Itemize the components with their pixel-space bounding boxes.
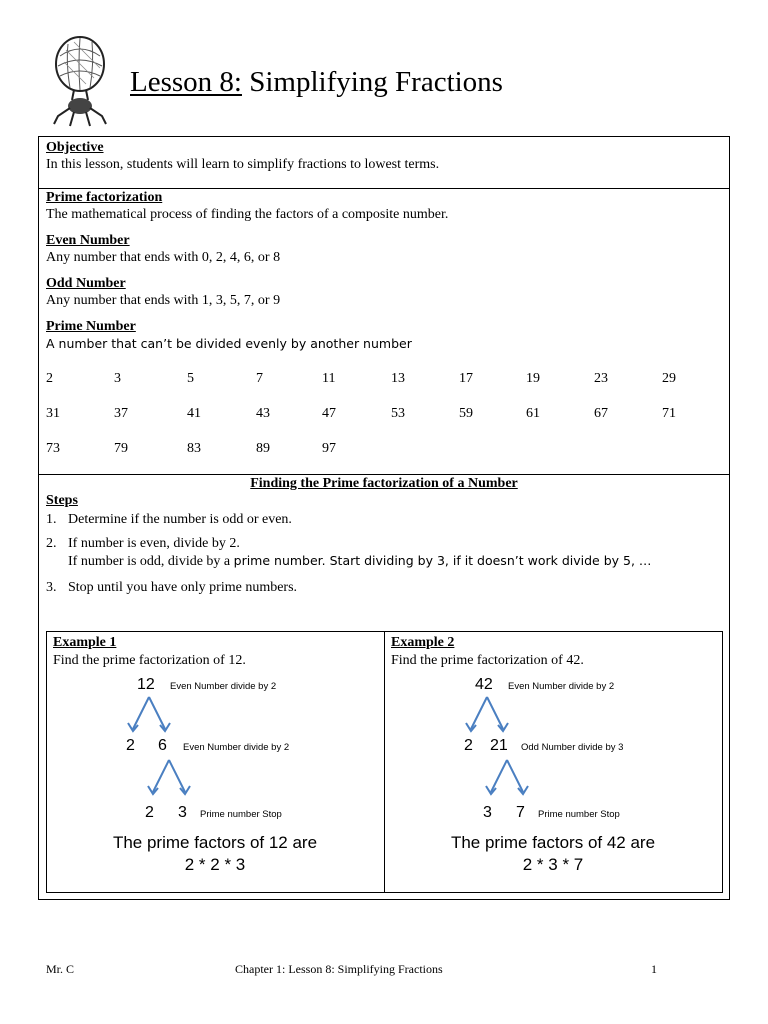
factor-tree-note: Even Number divide by 2 xyxy=(183,742,290,753)
step-3 xyxy=(46,580,298,596)
step-2 xyxy=(46,536,240,552)
prime-value: 23 xyxy=(594,371,608,386)
prime-number-text: A number that can’t be divided evenly by another number xyxy=(46,336,412,351)
factor-tree-note: Even Number divide by 2 xyxy=(508,681,615,692)
prime-value: 29 xyxy=(662,371,676,386)
step-text: If number is even, divide by 2. xyxy=(68,536,240,551)
example-label: Example 2 xyxy=(391,635,455,650)
prime-number-heading: Prime Number xyxy=(46,319,136,334)
prime-value: 7 xyxy=(256,371,263,386)
step-text: Determine if the number is odd or even. xyxy=(68,512,292,527)
conclusion-line: The prime factors of 42 are xyxy=(450,833,656,852)
prime-value: 79 xyxy=(114,441,128,456)
prime-value: 41 xyxy=(187,406,201,421)
prime-value: 89 xyxy=(256,441,270,456)
prime-value: 71 xyxy=(662,406,676,421)
example-2 xyxy=(385,632,721,892)
conclusion-line: The prime factors of 12 are xyxy=(112,833,318,852)
sketched-character-icon xyxy=(46,34,114,130)
prime-factorization-heading: Prime factorization xyxy=(46,190,163,205)
prime-value: 59 xyxy=(459,406,473,421)
odd-number-heading: Odd Number xyxy=(46,276,126,291)
even-number-text: Any number that ends with 0, 2, 4, 6, or 8 xyxy=(46,250,281,265)
prime-value: 67 xyxy=(594,406,608,421)
odd-number-text: Any number that ends with 1, 3, 5, 7, or 9 xyxy=(46,293,281,308)
step-1 xyxy=(46,512,292,528)
prime-value: 97 xyxy=(322,441,336,456)
step-2-continued xyxy=(68,553,651,570)
factor-tree-note: Prime number Stop xyxy=(200,809,282,820)
finding-heading: Finding the Prime factorization of a Number xyxy=(250,476,518,491)
conclusion-line: 2 * 2 * 3 xyxy=(184,855,246,874)
factor-tree-right: 21 xyxy=(490,737,508,754)
step-number: 3. xyxy=(46,580,57,595)
lesson-content-frame xyxy=(38,136,730,900)
factor-tree-left: 2 xyxy=(126,737,135,754)
objective-heading: Objective xyxy=(46,140,104,155)
prime-row xyxy=(46,371,726,389)
prime-value: 3 xyxy=(114,371,121,386)
factor-tree-note: Prime number Stop xyxy=(538,809,620,820)
factor-tree-left: 2 xyxy=(145,804,154,821)
footer-chapter: Chapter 1: Lesson 8: Simplifying Fractions xyxy=(235,962,443,976)
examples-table xyxy=(46,631,723,893)
split-arrow-icon xyxy=(465,695,509,735)
conclusion-line: 2 * 3 * 7 xyxy=(522,855,584,874)
prime-value: 43 xyxy=(256,406,270,421)
split-arrow-icon xyxy=(485,758,529,798)
example-question: Find the prime factorization of 12. xyxy=(53,653,246,668)
factor-tree-left: 3 xyxy=(483,804,492,821)
split-arrow-icon xyxy=(127,695,171,735)
factor-tree-note: Even Number divide by 2 xyxy=(170,681,277,692)
example-question: Find the prime factorization of 42. xyxy=(391,653,584,668)
section-divider xyxy=(39,188,729,189)
example-1 xyxy=(47,632,383,892)
prime-factorization-text: The mathematical process of finding the factors of a composite number. xyxy=(46,207,449,222)
footer-page-number: 1 xyxy=(651,962,657,976)
prime-row xyxy=(46,441,726,459)
page-title: Lesson 8: Simplifying Fractions xyxy=(130,66,503,98)
split-arrow-icon xyxy=(147,758,191,798)
prime-value: 11 xyxy=(322,371,336,386)
factor-tree-right: 3 xyxy=(178,804,187,821)
steps-heading: Steps xyxy=(46,493,78,508)
prime-value: 13 xyxy=(391,371,405,386)
step-text: Stop until you have only prime numbers. xyxy=(68,580,298,595)
prime-value: 53 xyxy=(391,406,405,421)
prime-value: 5 xyxy=(187,371,194,386)
factor-tree-note: Odd Number divide by 3 xyxy=(521,742,624,753)
step-number: 2. xyxy=(46,536,57,551)
footer-author: Mr. C xyxy=(46,962,75,976)
prime-value: 37 xyxy=(114,406,128,421)
prime-value: 31 xyxy=(46,406,60,421)
prime-value: 73 xyxy=(46,441,60,456)
even-number-heading: Even Number xyxy=(46,233,130,248)
prime-value: 61 xyxy=(526,406,540,421)
factor-tree-root: 42 xyxy=(475,676,493,693)
prime-value: 17 xyxy=(459,371,473,386)
step-number: 1. xyxy=(46,512,57,527)
factor-tree-root: 12 xyxy=(137,676,155,693)
example-label: Example 1 xyxy=(53,635,117,650)
step-text: If number is odd, divide by a xyxy=(68,554,234,569)
section-divider xyxy=(39,474,729,475)
factor-tree-right: 7 xyxy=(516,804,525,821)
step-text: prime number. Start dividing by 3, if it doesn’t work divide by 5, … xyxy=(233,553,652,568)
prime-value: 2 xyxy=(46,371,53,386)
factor-tree-right: 6 xyxy=(158,737,167,754)
objective-text: In this lesson, students will learn to simplify fractions to lowest terms. xyxy=(46,157,440,172)
factor-tree-left: 2 xyxy=(464,737,473,754)
prime-value: 47 xyxy=(322,406,336,421)
prime-value: 19 xyxy=(526,371,540,386)
prime-value: 83 xyxy=(187,441,201,456)
prime-row xyxy=(46,406,726,424)
